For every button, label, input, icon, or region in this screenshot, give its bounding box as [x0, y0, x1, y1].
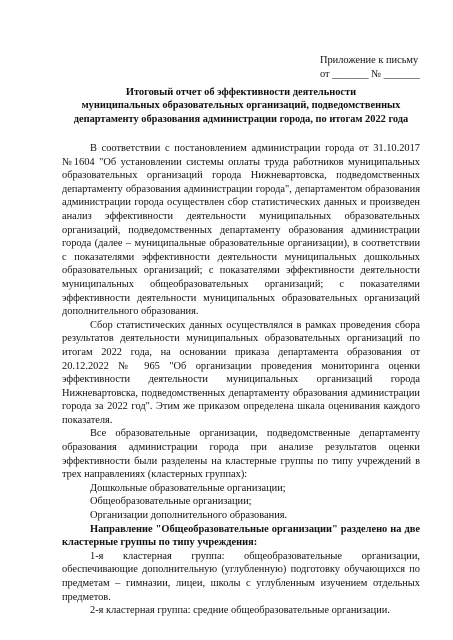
title-line-1: Итоговый отчет об эффективности деятельности: [125, 87, 357, 98]
paragraph-direction-heading: Направление "Общеобразовательные организации" разделено на две кластерные группы по типу учреждения:: [62, 523, 420, 549]
annex-line-1: Приложение к письму: [319, 55, 419, 66]
paragraph-cluster-1: 1-я кластерная группа: общеобразовательные организации, обеспечивающие дополнительную (углубленную) подготовку обучающихся по предметам – гимназии, лицеи, школы с углубленным изучением отдельных предметов.: [62, 550, 420, 603]
document-body: [62, 142, 420, 618]
paragraph-clusters: Все образовательные организации, подведомственные департаменту образования администрации города при анализе результатов оценки эффективности были разделены на кластерные группы по типу учреждений в трех направлениях (кластерных группах):: [62, 428, 420, 481]
title-line-3: департаменту образования администрации города, по итогам 2022 года: [73, 113, 409, 125]
list-item-additional: Организации дополнительного образования.: [90, 510, 288, 522]
document-title: [62, 86, 420, 126]
annex-block: [320, 54, 420, 82]
list-item-preschool: Дошкольные образовательные организации;: [90, 482, 286, 494]
list-item-general: Общеобразовательные организации;: [90, 496, 252, 508]
paragraph-data-collection: Сбор статистических данных осуществлялся в рамках проведения сбора результатов деятельности муниципальных образовательных организаций по итогам 2022 года, на основании приказа департамента образования от 20.12.2022 № 965 "Об организации проведения мониторинга оценки эффективности деятельности муниципальных организаций города Нижневартовска, подведомственных департаменту образования администрации города за 2022 год". Этим же приказом определена шкала оценивания каждого показателя.: [62, 319, 420, 426]
paragraph-intro: В соответствии с постановлением администрации города от 31.10.2017 №1604 "Об установлении системы оплаты труда работников муниципальных образовательных организаций города Нижневартовска, подведомственных департаменту образования администрации города", департаментом образования администрации города осуществлен сбор статистических данных и произведен анализ эффективности деятельности муниципальных образовательных организаций, подведомственных департаменту образования администрации города (далее – муниципальные образовательные организации), в соответствии с показателями эффективности деятельности муниципальных дошкольных образовательных организаций; с показателями эффективности деятельности муниципальных общеобразовательных организаций; с показателями эффективности деятельности муниципальных образовательных организаций дополнительного образования.: [62, 143, 420, 318]
title-line-2: муниципальных образовательных организаций, подведомственных: [81, 100, 401, 112]
paragraph-cluster-2: 2-я кластерная группа: средние общеобразовательные организации.: [90, 605, 390, 617]
annex-line-2: от _______ № _______: [319, 69, 420, 80]
